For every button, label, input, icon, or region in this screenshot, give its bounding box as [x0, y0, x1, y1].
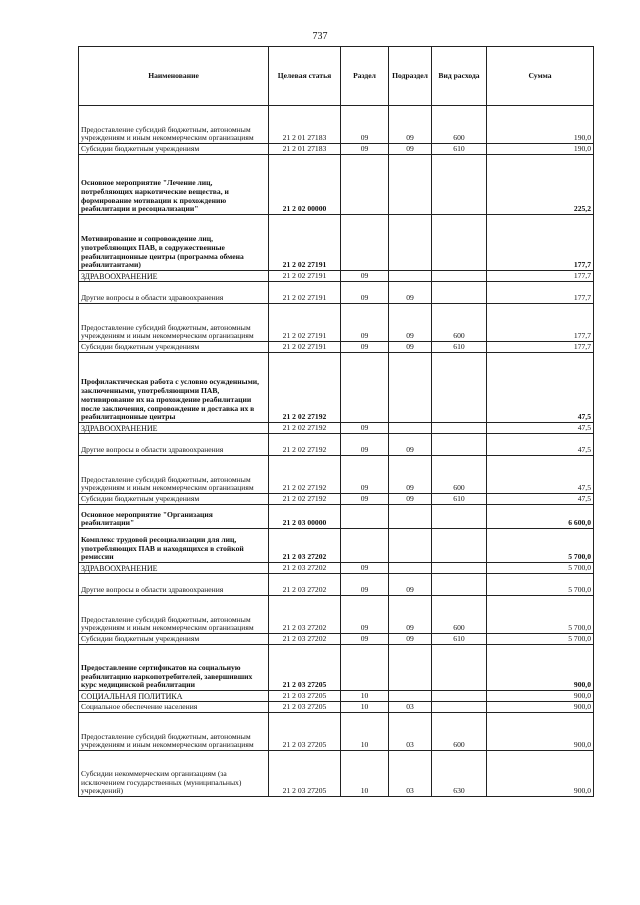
cell-expense-type	[432, 434, 487, 456]
cell-section: 09	[341, 563, 389, 574]
cell-expense-type	[432, 505, 487, 529]
cell-section	[341, 155, 389, 215]
cell-sum: 177,7	[487, 215, 594, 271]
cell-subsection: 09	[389, 282, 432, 304]
cell-sum: 47,5	[487, 353, 594, 423]
table-row	[79, 645, 594, 691]
cell-name: Предоставление субсидий бюджетным, автономным учреждениям и иным некоммерческим организациям	[79, 596, 269, 634]
table-row	[79, 634, 594, 645]
cell-target-article: 21 2 03 27202	[269, 596, 341, 634]
cell-expense-type: 600	[432, 713, 487, 751]
header-target: Целевая статья	[269, 47, 341, 106]
cell-section: 09	[341, 144, 389, 155]
cell-target-article: 21 2 02 27192	[269, 423, 341, 434]
table-row	[79, 456, 594, 494]
cell-section: 10	[341, 751, 389, 797]
cell-subsection	[389, 423, 432, 434]
cell-section: 09	[341, 574, 389, 596]
table-row	[79, 505, 594, 529]
cell-expense-type: 630	[432, 751, 487, 797]
header-subsection: Подраздел	[389, 47, 432, 106]
cell-expense-type	[432, 215, 487, 271]
cell-subsection: 09	[389, 494, 432, 505]
cell-target-article: 21 2 03 27205	[269, 751, 341, 797]
cell-expense-type	[432, 155, 487, 215]
cell-target-article: 21 2 01 27183	[269, 144, 341, 155]
cell-name: Другие вопросы в области здравоохранения	[79, 574, 269, 596]
cell-section	[341, 353, 389, 423]
cell-section	[341, 215, 389, 271]
header-expense-type: Вид расхода	[432, 47, 487, 106]
cell-subsection: 09	[389, 106, 432, 144]
cell-sum: 47,5	[487, 494, 594, 505]
cell-section: 09	[341, 434, 389, 456]
cell-target-article: 21 2 03 27202	[269, 634, 341, 645]
cell-subsection: 09	[389, 634, 432, 645]
table-row	[79, 563, 594, 574]
cell-subsection	[389, 645, 432, 691]
cell-sum: 5 700,0	[487, 563, 594, 574]
header-name: Наименование	[79, 47, 269, 106]
cell-target-article: 21 2 03 27205	[269, 702, 341, 713]
table-row	[79, 596, 594, 634]
cell-sum: 900,0	[487, 751, 594, 797]
cell-section: 09	[341, 596, 389, 634]
cell-subsection: 09	[389, 342, 432, 353]
table-row	[79, 423, 594, 434]
cell-subsection	[389, 353, 432, 423]
cell-section: 10	[341, 691, 389, 702]
cell-section: 09	[341, 456, 389, 494]
cell-expense-type	[432, 529, 487, 563]
cell-sum: 177,7	[487, 304, 594, 342]
cell-name: Основное мероприятие "Лечение лиц, потребляющих наркотические вещества, и формирование мотивации к прохождению реабилитации и ресоциализации"	[79, 155, 269, 215]
cell-target-article: 21 2 03 27205	[269, 691, 341, 702]
cell-section: 09	[341, 304, 389, 342]
cell-name: Субсидии бюджетным учреждениям	[79, 634, 269, 645]
cell-section: 10	[341, 713, 389, 751]
cell-expense-type	[432, 282, 487, 304]
table-row	[79, 713, 594, 751]
table-row	[79, 155, 594, 215]
cell-subsection	[389, 691, 432, 702]
cell-section: 09	[341, 423, 389, 434]
cell-expense-type: 610	[432, 494, 487, 505]
cell-sum: 47,5	[487, 456, 594, 494]
cell-expense-type: 610	[432, 342, 487, 353]
table-row	[79, 702, 594, 713]
cell-subsection: 09	[389, 434, 432, 456]
cell-name: Социальное обеспечение населения	[79, 702, 269, 713]
cell-subsection: 03	[389, 702, 432, 713]
cell-subsection: 09	[389, 456, 432, 494]
cell-target-article: 21 2 02 27191	[269, 215, 341, 271]
cell-target-article: 21 2 03 27202	[269, 529, 341, 563]
cell-target-article: 21 2 03 27205	[269, 713, 341, 751]
cell-target-article: 21 2 03 00000	[269, 505, 341, 529]
cell-sum: 900,0	[487, 645, 594, 691]
cell-section: 09	[341, 271, 389, 282]
cell-target-article: 21 2 02 27192	[269, 494, 341, 505]
cell-name: Профилактическая работа с условно осужденными, заключенными, употребляющими ПАВ, мотивирование их на прохождение реабилитации после заключения, сопровождение и доставка их в реабилитационные центры	[79, 353, 269, 423]
cell-expense-type	[432, 691, 487, 702]
table-row	[79, 751, 594, 797]
table-row	[79, 691, 594, 702]
cell-name: Предоставление субсидий бюджетным, автономным учреждениям и иным некоммерческим организациям	[79, 106, 269, 144]
cell-expense-type: 600	[432, 106, 487, 144]
table-body	[79, 106, 594, 797]
cell-name: Субсидии бюджетным учреждениям	[79, 144, 269, 155]
cell-subsection: 09	[389, 596, 432, 634]
cell-expense-type	[432, 702, 487, 713]
cell-expense-type	[432, 574, 487, 596]
cell-sum: 5 700,0	[487, 634, 594, 645]
cell-name: СОЦИАЛЬНАЯ ПОЛИТИКА	[79, 691, 269, 702]
cell-subsection: 09	[389, 304, 432, 342]
cell-expense-type	[432, 353, 487, 423]
cell-sum: 5 700,0	[487, 529, 594, 563]
cell-section: 09	[341, 494, 389, 505]
cell-target-article: 21 2 02 00000	[269, 155, 341, 215]
cell-section: 09	[341, 342, 389, 353]
cell-name: Предоставление субсидий бюджетным, автономным учреждениям и иным некоммерческим организациям	[79, 456, 269, 494]
cell-name: Предоставление субсидий бюджетным, автономным учреждениям и иным некоммерческим организациям	[79, 304, 269, 342]
cell-name: Другие вопросы в области здравоохранения	[79, 282, 269, 304]
cell-expense-type: 600	[432, 596, 487, 634]
cell-target-article: 21 2 03 27205	[269, 645, 341, 691]
cell-sum: 900,0	[487, 702, 594, 713]
cell-name: Предоставление сертификатов на социальную реабилитацию наркопотребителей, завершивших курс медицинской реабилитации	[79, 645, 269, 691]
cell-name: ЗДРАВООХРАНЕНИЕ	[79, 563, 269, 574]
table-row	[79, 342, 594, 353]
cell-target-article: 21 2 01 27183	[269, 106, 341, 144]
header-section: Раздел	[341, 47, 389, 106]
cell-expense-type	[432, 563, 487, 574]
cell-section: 09	[341, 634, 389, 645]
cell-section: 10	[341, 702, 389, 713]
table-row	[79, 494, 594, 505]
cell-name: Субсидии некоммерческим организациям (за исключением государственных (муниципальных) учреждений)	[79, 751, 269, 797]
cell-target-article: 21 2 03 27202	[269, 563, 341, 574]
cell-section: 09	[341, 282, 389, 304]
cell-sum: 5 700,0	[487, 574, 594, 596]
cell-subsection: 09	[389, 574, 432, 596]
table-row	[79, 106, 594, 144]
budget-table	[78, 46, 594, 797]
cell-expense-type	[432, 423, 487, 434]
cell-target-article: 21 2 02 27192	[269, 434, 341, 456]
cell-target-article: 21 2 02 27191	[269, 342, 341, 353]
table-row	[79, 529, 594, 563]
cell-name: Комплекс трудовой ресоциализации для лиц, употребляющих ПАВ и находящихся в стойкой ремиссии	[79, 529, 269, 563]
page-number: 737	[312, 31, 328, 42]
cell-sum: 177,7	[487, 271, 594, 282]
cell-target-article: 21 2 02 27191	[269, 304, 341, 342]
table-row	[79, 434, 594, 456]
cell-sum: 190,0	[487, 106, 594, 144]
table-row	[79, 282, 594, 304]
cell-name: Мотивирование и сопровождение лиц, употребляющих ПАВ, в содружественные реабилитационные центры (программа обмена реабилитантами)	[79, 215, 269, 271]
cell-expense-type: 610	[432, 144, 487, 155]
cell-name: Предоставление субсидий бюджетным, автономным учреждениям и иным некоммерческим организациям	[79, 713, 269, 751]
cell-section: 09	[341, 106, 389, 144]
table-header-row	[79, 47, 594, 106]
cell-subsection	[389, 271, 432, 282]
cell-subsection	[389, 563, 432, 574]
cell-sum: 6 600,0	[487, 505, 594, 529]
cell-subsection: 03	[389, 751, 432, 797]
cell-name: Другие вопросы в области здравоохранения	[79, 434, 269, 456]
cell-sum: 177,7	[487, 282, 594, 304]
cell-sum: 190,0	[487, 144, 594, 155]
cell-subsection	[389, 505, 432, 529]
table-row	[79, 215, 594, 271]
cell-expense-type	[432, 271, 487, 282]
cell-sum: 900,0	[487, 691, 594, 702]
cell-section	[341, 529, 389, 563]
cell-expense-type	[432, 645, 487, 691]
cell-expense-type: 610	[432, 634, 487, 645]
cell-subsection: 09	[389, 144, 432, 155]
cell-sum: 900,0	[487, 713, 594, 751]
cell-target-article: 21 2 02 27191	[269, 271, 341, 282]
cell-expense-type: 600	[432, 304, 487, 342]
cell-sum: 225,2	[487, 155, 594, 215]
cell-name: Основное мероприятие "Организация реабилитации"	[79, 505, 269, 529]
cell-name: ЗДРАВООХРАНЕНИЕ	[79, 271, 269, 282]
cell-sum: 177,7	[487, 342, 594, 353]
table-row	[79, 271, 594, 282]
cell-name: Субсидии бюджетным учреждениям	[79, 494, 269, 505]
cell-section	[341, 645, 389, 691]
cell-sum: 5 700,0	[487, 596, 594, 634]
cell-subsection	[389, 529, 432, 563]
cell-target-article: 21 2 02 27191	[269, 282, 341, 304]
cell-name: Субсидии бюджетным учреждениям	[79, 342, 269, 353]
table-row	[79, 144, 594, 155]
cell-subsection: 03	[389, 713, 432, 751]
cell-name: ЗДРАВООХРАНЕНИЕ	[79, 423, 269, 434]
cell-subsection	[389, 155, 432, 215]
cell-subsection	[389, 215, 432, 271]
cell-target-article: 21 2 02 27192	[269, 456, 341, 494]
cell-sum: 47,5	[487, 423, 594, 434]
cell-section	[341, 505, 389, 529]
table-row	[79, 304, 594, 342]
table-row	[79, 353, 594, 423]
table-row	[79, 574, 594, 596]
cell-target-article: 21 2 02 27192	[269, 353, 341, 423]
cell-target-article: 21 2 03 27202	[269, 574, 341, 596]
cell-sum: 47,5	[487, 434, 594, 456]
cell-expense-type: 600	[432, 456, 487, 494]
header-sum: Сумма	[487, 47, 594, 106]
